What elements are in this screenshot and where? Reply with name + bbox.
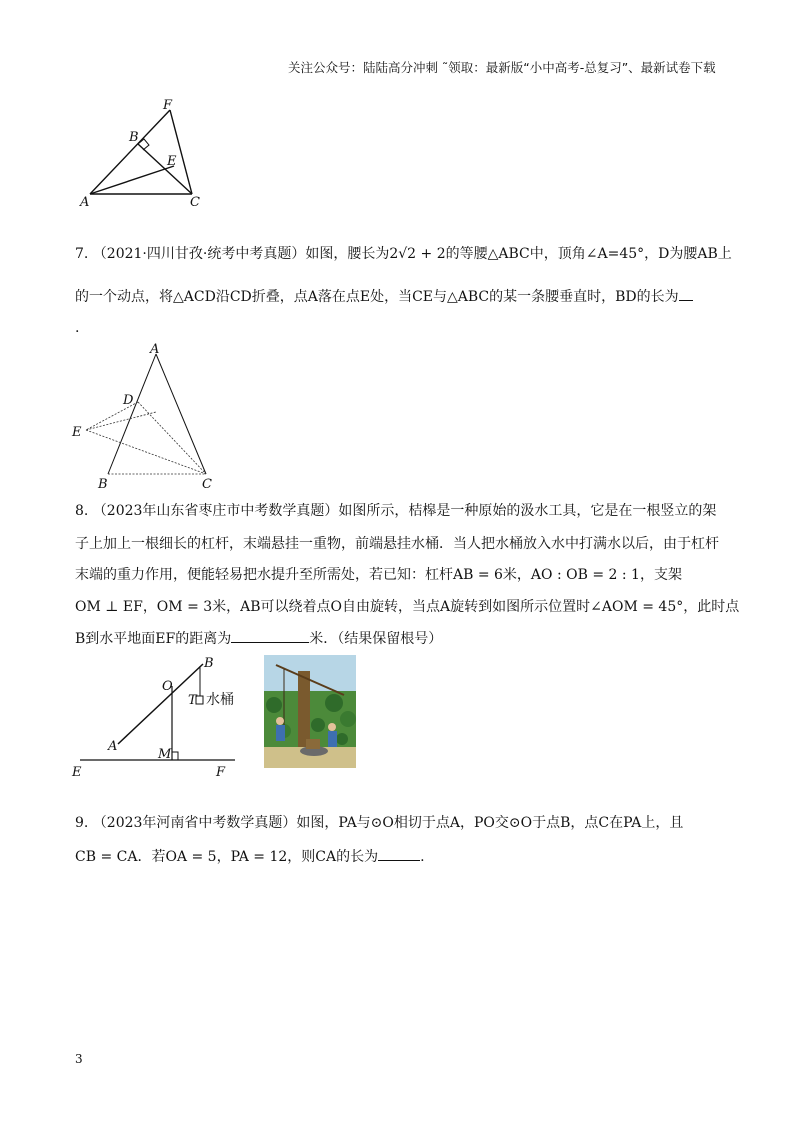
q9-line2-text-b: . xyxy=(420,849,425,865)
label-E: E xyxy=(72,765,82,780)
q8-line3: 末端的重力作用，便能轻易把水提升至所需处，若已知：杠杆AB = 6米，AO : OB = 2 : 1，支架 xyxy=(75,567,682,583)
q8-answer-blank[interactable] xyxy=(231,628,309,643)
q7-line2-text: 的一个动点，将△ACD沿CD折叠，点A落在点E处，当CE与△ABC的某一条腰垂直时，BD的长为 xyxy=(75,289,679,305)
label-E: E xyxy=(72,425,82,440)
label-A: A xyxy=(80,195,90,210)
label-O: O xyxy=(162,679,173,694)
label-T: T xyxy=(188,693,197,708)
q9-line2-text-a: CB = CA．若OA = 5，PA = 12，则CA的长为 xyxy=(75,849,379,865)
label-A: A xyxy=(150,342,160,357)
label-A: A xyxy=(108,739,118,754)
q7-figure xyxy=(70,340,220,490)
q7-line1: 7. （2021·四川甘孜·统考中考真题）如图，腰长为2√2 + 2的等腰△ABC中，顶角∠A=45°，D为腰AB上 xyxy=(75,246,732,262)
q9-line1: 9. （2023年河南省中考数学真题）如图，PA与⊙O相切于点A，PO交⊙O于点B，点C在PA上，且 xyxy=(75,815,684,831)
q8-line5 xyxy=(75,628,442,649)
label-B: B xyxy=(204,656,214,671)
q8-line4: OM ⊥ EF，OM = 3米，AB可以绕着点O自由旋转，当点A旋转到如图所示位置时∠AOM = 45°，此时点 xyxy=(75,599,740,615)
q8-line5-text-b: 米．（结果保留根号） xyxy=(309,631,443,647)
page-number: 3 xyxy=(75,1052,83,1066)
well-sweep-illustration xyxy=(264,655,356,768)
q9-line2 xyxy=(75,846,425,867)
q8-line5-text-a: B到水平地面EF的距离为 xyxy=(75,631,232,647)
label-C: C xyxy=(202,477,212,490)
label-B: B xyxy=(129,130,139,145)
label-E: E xyxy=(167,154,177,169)
label-F: F xyxy=(216,765,226,780)
q9-answer-blank[interactable] xyxy=(378,846,420,861)
q8-figure xyxy=(70,652,240,782)
label-B: B xyxy=(98,477,108,490)
label-D: D xyxy=(123,393,134,408)
q7-answer-blank[interactable] xyxy=(679,286,693,301)
q8-line2: 子上加上一根细长的杠杆，末端悬挂一重物，前端悬挂水桶．当人把水桶放入水中打满水以后，由于杠杆 xyxy=(75,536,719,552)
q8-line1: 8. （2023年山东省枣庄市中考数学真题）如图所示，桔槔是一种原始的汲水工具，它是在一根竖立的架 xyxy=(75,503,717,519)
label-F: F xyxy=(163,98,173,113)
label-bucket: 水桶 xyxy=(206,692,234,708)
q7-line3: . xyxy=(75,320,80,336)
q7-line2 xyxy=(75,286,693,307)
figure-top-triangle xyxy=(70,98,220,210)
label-C: C xyxy=(190,195,200,210)
label-M: M xyxy=(158,747,172,762)
page-header: 关注公众号：陆陆高分冲刺 ˜领取：最新版“小中高考-总复习”、最新试卷下载 xyxy=(288,60,716,75)
